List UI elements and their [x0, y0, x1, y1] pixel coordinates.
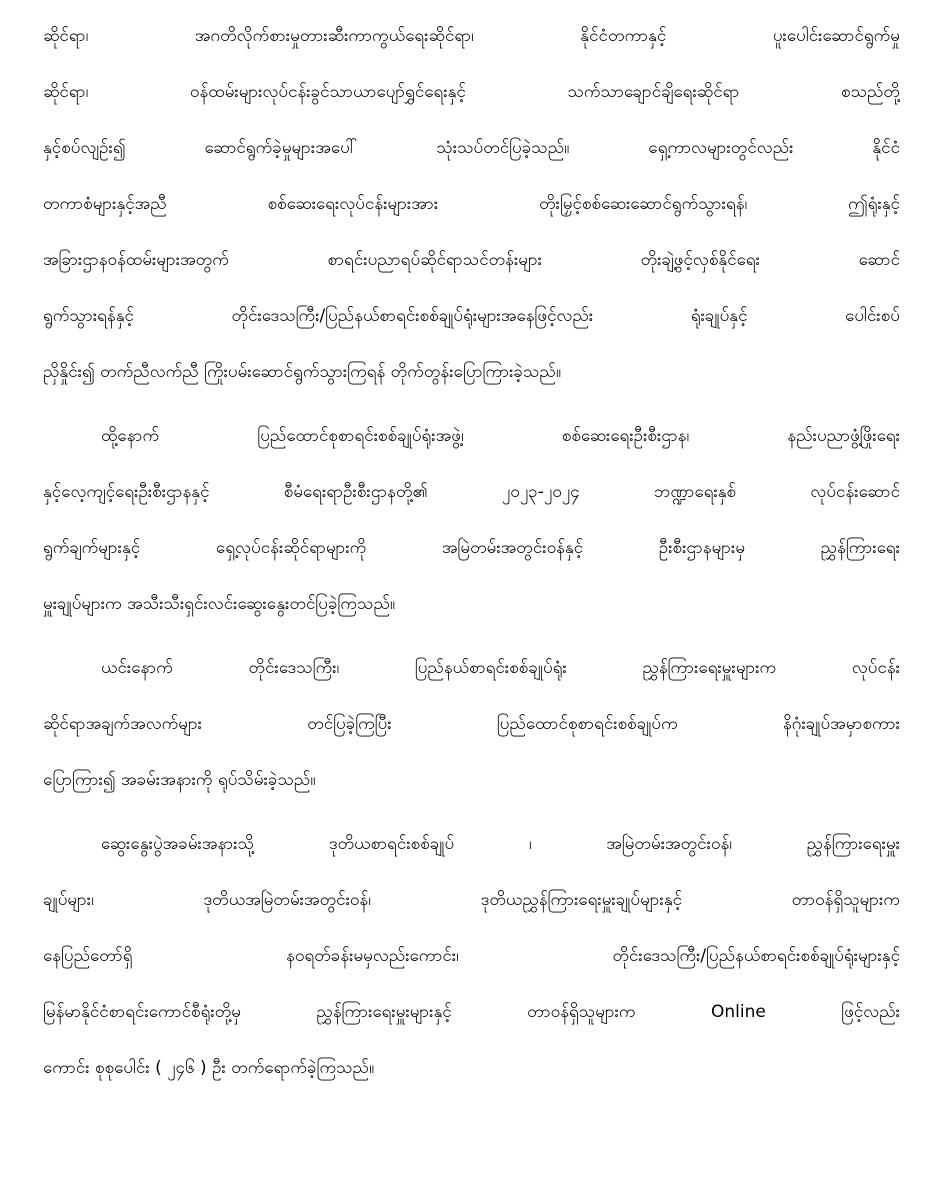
text-line: ကောင်း စုစုပေါင်း ( ၂၄၆ ) ဦး တက်ရောက်ခဲ့ကြသည်။ [43, 1058, 375, 1078]
paragraph-2 [43, 408, 900, 632]
text-line: ရွက်သွားရန်နှင့် တိုင်းဒေသကြီး/ပြည်နယ်စာရင်းစစ်ချုပ်ရုံးများအနေဖြင့်လည်း ရုံးချုပ်နှင့် ပေါင်းစပ် [43, 306, 900, 326]
text-line: ဆိုင်ရာ၊ ဝန်ထမ်းများလုပ်ငန်းခွင်သာယာပျော်ရွှင်ရေးနှင့် သက်သာချောင်ချိရေးဆိုင်ရာ စသည်တို့ [43, 82, 900, 102]
text-line: ပြောကြား၍ အခမ်းအနားကို ရုပ်သိမ်းခဲ့သည်။ [43, 770, 316, 790]
text-line: ဆိုင်ရာအချက်အလက်များ တင်ပြခဲ့ကြပြီး ပြည်ထောင်စုစာရင်းစစ်ချုပ်က နိဂုံးချုပ်အမှာစကား [43, 714, 900, 734]
text-line: ချုပ်များ၊ ဒုတိယအမြဲတမ်းအတွင်းဝန်၊ ဒုတိယညွှန်ကြားရေးမှူးချုပ်များနှင့် တာဝန်ရှိသူများက [43, 890, 900, 910]
text-line: နှင့်လေ့ကျင့်ရေးဦးစီးဌာနနှင့် စီမံရေးရာဦးစီးဌာနတို့၏ ၂၀၂၃-၂၀၂၄ ဘဏ္ဍာရေးနှစ် လုပ်ငန်းဆောင် [43, 482, 900, 502]
document-body [43, 8, 900, 1096]
text-line: ထို့နောက် ပြည်ထောင်စုစာရင်းစစ်ချုပ်ရုံးအဖွဲ့၊ စစ်ဆေးရေးဦးစီးဌာန၊ နည်းပညာဖွံ့ဖြိုးရေး [101, 426, 900, 446]
text-line: ယင်းနောက် တိုင်းဒေသကြီး၊ ပြည်နယ်စာရင်းစစ်ချုပ်ရုံး ညွှန်ကြားရေးမှူးများက လုပ်ငန်း [101, 658, 900, 678]
text-line: ညှိနှိုင်း၍ တက်ညီလက်ညီ ကြိုးပမ်းဆောင်ရွက်သွားကြရန် တိုက်တွန်းပြောကြားခဲ့သည်။ [43, 362, 561, 382]
text-line: မြန်မာနိုင်ငံစာရင်းကောင်စီရုံးတို့မှ ညွှန်ကြားရေးမှူးများနှင့် တာဝန်ရှိသူများက Online ဖြင့်လည်း [43, 1002, 900, 1022]
text-line: ဆွေးနွေးပွဲအခမ်းအနားသို့ ဒုတိယစာရင်းစစ်ချုပ် ၊ အမြဲတမ်းအတွင်းဝန်၊ ညွှန်ကြားရေးမှူး [101, 834, 900, 854]
text-line: နှင့်စပ်လျဉ်း၍ ဆောင်ရွက်ခဲ့မှုများအပေါ် သုံးသပ်တင်ပြခဲ့သည်။ ရှေ့ကာလများတွင်လည်း နိုင်ငံ [43, 138, 900, 158]
text-line: ဆိုင်ရာ၊ အဂတိလိုက်စားမှုတားဆီးကာကွယ်ရေးဆိုင်ရာ၊ နိုင်ငံတကာနှင့် ပူးပေါင်းဆောင်ရွက်မှု [43, 26, 900, 46]
paragraph-4 [43, 816, 900, 1096]
paragraph-3 [43, 640, 900, 808]
text-line: ရွက်ချက်များနှင့် ရှေ့လုပ်ငန်းဆိုင်ရာများကို အမြဲတမ်းအတွင်းဝန်နှင့် ဦးစီးဌာနများမှ ညွှန်ကြားရေး [43, 538, 900, 558]
paragraph-1 [43, 8, 900, 400]
text-line: နေပြည်တော်ရှိ နဝရတ်ခန်းမမှလည်းကောင်း၊ တိုင်းဒေသကြီး/ပြည်နယ်စာရင်းစစ်ချုပ်ရုံးများနှင့် [43, 946, 900, 966]
text-line: တကာစံများနှင့်အညီ စစ်ဆေးရေးလုပ်ငန်းများအား တိုးမြှင့်စစ်ဆေးဆောင်ရွက်သွားရန်၊ ဤရုံးနှင့် [43, 194, 900, 214]
text-line: အခြားဌာနဝန်ထမ်းများအတွက် စာရင်းပညာရပ်ဆိုင်ရာသင်တန်းများ တိုးချဲ့ဖွင့်လှစ်နိုင်ရေး ဆောင် [43, 250, 900, 270]
text-line: မှူးချုပ်များက အသီးသီးရှင်းလင်းဆွေးနွေးတင်ပြခဲ့ကြသည်။ [43, 594, 396, 614]
